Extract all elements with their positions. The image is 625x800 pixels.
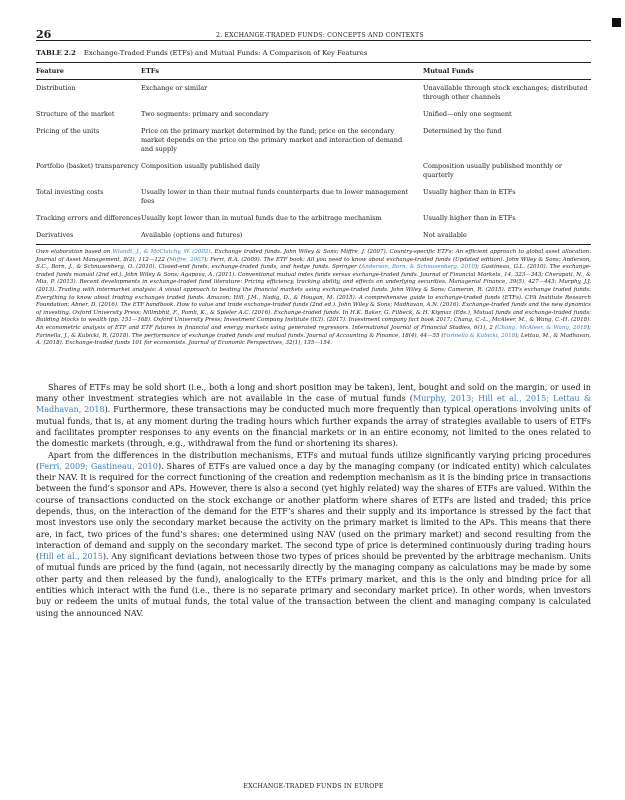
- table-cell: Unavailable through stock exchanges; distributed through other channels: [423, 84, 588, 101]
- citation-link[interactable]: Ferri, 2009; Gastineau, 2010: [39, 461, 158, 471]
- table-caption-text: Exchange-Traded Funds (ETFs) and Mutual Funds: A Comparison of Key Features: [83, 49, 368, 57]
- running-title: 2. EXCHANGE-TRADED FUNDS: CONCEPTS AND CONTEXTS: [216, 32, 424, 39]
- table-cell: Total investing costs: [36, 188, 104, 196]
- table-row: [36, 227, 591, 245]
- citation-link[interactable]: Wiandt, J., & McClatchy, W. (2002): [112, 249, 211, 255]
- table-cell: Structure of the market: [36, 110, 115, 118]
- table-caption: [36, 49, 591, 63]
- paragraph-text: ). Furthermore, these transactions may be conducted much more frequently than typical operations involving units of mutual funds, that is, at any moment during the trading hours which further expands the array of strategies available to users of ETFs and facilitates prompter responses to any events on the financial markets or in an entire economy, not limited to the ones related to the domestic markets (through, e.g., withdrawal from the fund or shortening its shares).: [36, 405, 592, 449]
- column-header-etfs: ETFs: [141, 63, 423, 80]
- citation-link[interactable]: Chang, McAleer, & Wang, 2018: [497, 324, 588, 331]
- column-header-feature: Feature: [36, 63, 141, 80]
- table-cell: Usually lower in than their mutual funds counterparts due to lower management fees: [141, 188, 409, 205]
- page: [36, 20, 592, 790]
- table-cell: Price on the primary market determined by the fund; price on the secondary market depends on the price on the primary market and interaction of demand and supply: [141, 127, 403, 153]
- table-cell: Two segments: primary and secondary: [141, 110, 269, 118]
- comparison-table: [36, 63, 591, 245]
- sources-text: ); Ferri, R.A. (2009). The ETF book: All you need to know about exchange-traded funds (Updated edition). John Wiley & Sons; Anderson, S.C., Born, J., & Schnusenberg, O. (2010). Closed-end funds, exchange-traded funds, and hedge funds. Springer (: [36, 256, 591, 271]
- table-row: [36, 158, 591, 184]
- table-row: [36, 80, 591, 107]
- table-cell: Pricing of the units: [36, 127, 100, 135]
- table-header-row: [36, 63, 591, 80]
- citation-link[interactable]: Hill et al., 2015: [39, 552, 103, 562]
- page-number: 26: [36, 28, 52, 41]
- table-cell: Derivatives: [36, 227, 141, 245]
- citation-link[interactable]: Anderson, Born, & Schnusenberg, 2010: [361, 264, 476, 271]
- page-header: [36, 20, 591, 41]
- body-text: [36, 382, 591, 619]
- table-cell: Not available: [423, 227, 591, 245]
- paragraph-text: Shares of ETFs may be sold short (i.e., both a long and short position may be taken), lent, bought and sold on the margin, or used in many other investment strategies which are not available in the case of mutual funds (: [36, 382, 591, 404]
- paragraph: [36, 382, 591, 450]
- table-cell: Usually kept lower than in mutual funds due to the arbitrage mechanism: [141, 214, 382, 222]
- page-corner-mark: [612, 18, 621, 27]
- table-cell: Unified—only one segment: [423, 110, 512, 118]
- paragraph-text: ). Any significant deviations between those two types of prices should be prevented by the arbitrage mechanism. Units of mutual funds are priced by the fund (again, not necessarily directly by the managing company as calculations may be made by some other party and then released by the fund), analogically to the ETFs primary market, and this is the only and binding price for all entities which interact with the fund (i.e., there is no separate primary and secondary market price). In other words, when investors buy or redeem the units of mutual funds, the total value of the transaction between the client and managing company is calculated using the announced NAV.: [36, 552, 592, 618]
- page-footer: EXCHANGE-TRADED FUNDS IN EUROPE: [243, 783, 384, 790]
- sources-text: ); Lettau, M., & Madhavan, A. (2018). Exchange-traded funds 101 for economists. Journal of Economic Perspectives, 32(1), 135—154.: [36, 332, 591, 347]
- sources-text: ); Gastineau, G.L. (2010). The exchange-traded funds manual (2nd ed.). John Wiley & Sons; Agapova, A. (2011). Conventional mutual index funds versus exchange-traded funds. Journal of Financial Markets, 14, 323—343; Cherapati, N., & Mia, P. (2013). Recent developments in exchange-traded fund literature: Pricing efficiency, tracking ability, and effects on underlying securities. Managerial Finance, 39(5), 427—443; Murphy, J.J. (2013). Trading with intermarket analysis: A visual approach to beating the financial markets using exchange-traded funds. John Wiley & Sons; Cameron, R. (2015). ETFs exchange traded funds: Everything to know about trading exchanges traded funds. Amazon; Hill, J.M., Nadig, D., & Hougan, M. (2015). A comprehensive guide to exchange-traded funds (ETFs). CFA Institute Research Foundation; Abner, D. (2016). The ETF handbook. How to value and trade exchange-traded funds (2nd ed.). John Wiley & Sons; Madhavan, A.N. (2016). Exchange-traded funds and the new dynamics of investing. Oxford University Press; Nillmbhit, F., Pamli, K., & Spieler A.C. (2016). Exchange-traded funds. In H.K. Baker, G. Filbeck, & H. Kiymaz (Eds.), Mutual funds and exchange-traded funds: Building blocks to wealth (pp. 151—168). Oxford University Press; Investment Company Institute (ICI). (2017). Investment company fact book 2017; Chang, C.-L., McAleer, M., & Wang, C.-H. (2018). An econometric analysis of ETF and ETF futures in financial and energy markets using generated regressors. International Journal of Financial Studies, 6(1), 2 (: [36, 264, 591, 331]
- sources-text: . Exchange traded funds. John Wiley & Sons; Miffre, J. (2007). Country-specific ETFs: An efficient approach to global asset allocation. Journal of Asset Management, 8(2), 112—122 (: [36, 249, 591, 263]
- table-cell: Determined by the fund: [423, 127, 502, 135]
- table-row: [36, 210, 591, 227]
- paragraph-text: ). Shares of ETFs are valued once a day by the managing company (or indicated entity) which calculates their NAV. It is required for the correct functioning of the creation and redemption mechanism as it is the binding price in transactions between the fund’s sponsor and APs. However, there is also a second (yet highly related) way the shares of ETFs are valued. Within the course of transactions conducted on the stock exchange or another platform where shares of ETFs are listed and traded; this price depends, thus, on the interaction of the demand for the ETF’s shares and their supply and its importance is stressed by the fact that most investors use only the secondary market because the activity on the primary market is limited to the APs. This means that there are, in fact, two prices of the fund’s shares: one determined using NAV (used on the primary market) and second resulting from the interaction of demand and supply on the secondary market. The second type of price is determined continuously during trading hours (: [36, 461, 592, 562]
- table-cell: Composition usually published monthly or quarterly: [423, 162, 563, 179]
- table-cell: Usually higher than in ETFs: [423, 188, 516, 196]
- citation-link[interactable]: Murphy, 2013; Hill et al., 2015; Lettau & Madhavan, 2018: [36, 394, 591, 415]
- table-cell: Tracking errors and differences: [36, 214, 141, 222]
- column-header-mutual-funds: Mutual Funds: [423, 63, 591, 80]
- table-row: [36, 123, 591, 158]
- sources-text: ); Farinella, J., & Kubicki, R. (2018). The performance of exchange traded funds and mutual funds. Journal of Accounting & Finance, 18(4), 44—55 (: [36, 324, 592, 339]
- table-cell: Portfolio (basket) transparency: [36, 162, 139, 170]
- table-cell: Composition usually published daily: [141, 162, 261, 170]
- table-label: TABLE 2.2: [36, 49, 76, 57]
- paragraph-text: Apart from the differences in the distribution mechanisms, ETFs and mutual funds utilize significantly varying pricing procedures (: [36, 450, 591, 471]
- table-row: [36, 106, 591, 123]
- table-sources-note: [36, 249, 591, 348]
- table-cell: Exchange or similar: [141, 84, 208, 92]
- sources-text: Own elaboration based on: [36, 249, 113, 255]
- table-cell: Usually higher than in ETFs: [423, 214, 516, 222]
- table-row: [36, 184, 591, 210]
- citation-link[interactable]: Miffre, 2007: [169, 256, 205, 263]
- table-cell: Available (options and futures): [141, 227, 423, 245]
- paragraph: [36, 450, 591, 619]
- citation-link[interactable]: Farinella & Kubicki, 2018: [443, 332, 516, 339]
- table-cell: Distribution: [36, 84, 76, 92]
